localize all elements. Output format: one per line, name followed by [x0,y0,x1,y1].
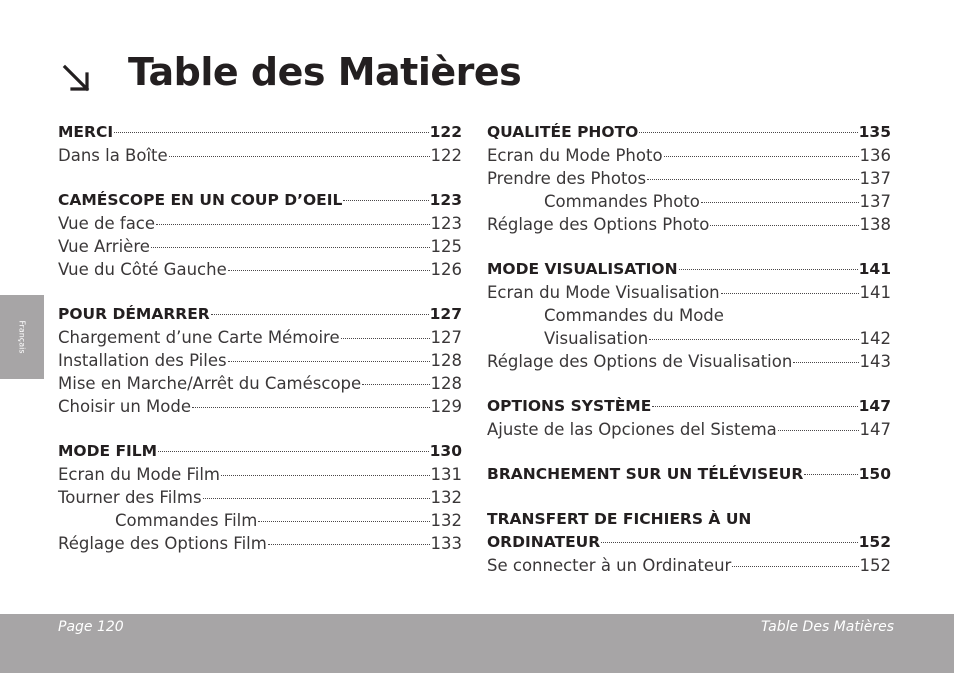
dot-leader [228,361,430,362]
toc-column-right [487,121,891,577]
toc-entry[interactable] [487,144,891,167]
toc-entry-label: Vue du Côté Gauche [58,260,227,279]
dot-leader [114,132,429,133]
toc-page-number: 142 [859,329,891,348]
toc-page-number: 147 [858,397,891,415]
section-name: Table Des Matières [761,619,894,635]
toc-page-number: 129 [430,397,462,416]
dot-leader [268,544,430,545]
toc-page-number: 123 [429,191,462,209]
dot-leader [211,314,429,315]
toc-page-number: 127 [429,305,462,323]
toc-entry[interactable] [487,281,891,304]
dot-leader [778,430,859,431]
toc-page-number: 128 [430,351,462,370]
toc-spacer [487,441,891,463]
toc-entry[interactable] [58,212,462,235]
dot-leader [343,200,428,201]
toc-entry[interactable] [58,372,462,395]
toc-entry-label: MODE FILM [58,442,158,460]
toc-heading[interactable] [58,440,462,463]
toc-page-number: 123 [430,214,462,233]
toc-entry[interactable] [58,326,462,349]
toc-column-left [58,121,462,555]
toc-page-number: 137 [859,169,891,188]
toc-entry-label: Vue Arrière [58,237,150,256]
page-footer [0,614,954,673]
toc-entry-label: Installation des Piles [58,351,227,370]
toc-page-number: 122 [429,123,462,141]
toc-spacer [487,486,891,508]
toc-entry-label: Tourner des Films [58,488,202,507]
dot-leader [169,156,430,157]
toc-heading[interactable] [487,463,891,486]
toc-spacer [58,167,462,189]
toc-spacer [58,418,462,440]
toc-entry-label: Réglage des Options Film [58,534,267,553]
toc-entry[interactable] [58,144,462,167]
toc-entry-label: Choisir un Mode [58,397,191,416]
toc-heading[interactable] [58,303,462,326]
dot-leader [192,407,430,408]
toc-page-number: 136 [859,146,891,165]
dot-leader [258,521,429,522]
dot-leader [652,406,857,407]
dot-leader [362,384,429,385]
toc-spacer [58,281,462,303]
toc-page-number: 135 [858,123,891,141]
toc-entry-label: Commandes Photo [544,192,700,211]
toc-page-number: 138 [859,215,891,234]
toc-entry[interactable] [487,554,891,577]
toc-entry-label: Visualisation [544,329,649,348]
toc-entry-label: Réglage des Options de Visualisation [487,352,793,371]
toc-entry-label: Commandes Film [115,511,258,530]
toc-page-number: 141 [858,260,891,278]
toc-page-number: 152 [859,556,891,575]
toc-entry-label: ORDINATEUR [487,533,601,551]
toc-entry[interactable] [58,532,462,555]
toc-entry[interactable] [487,350,891,373]
toc-entry[interactable] [58,349,462,372]
dot-leader [151,247,430,248]
dot-leader [804,474,857,475]
toc-entry[interactable] [58,258,462,281]
toc-entry-label: Se connecter à un Ordinateur [487,556,732,575]
toc-entry-label: QUALITÉE PHOTO [487,123,639,141]
dot-leader [203,498,430,499]
dot-leader [664,156,859,157]
dot-leader [679,269,858,270]
toc-entry-label: Mise en Marche/Arrêt du Caméscope [58,374,362,393]
toc-entry-label: MODE VISUALISATION [487,260,678,278]
toc-entry[interactable] [487,304,891,327]
toc-heading[interactable] [487,258,891,281]
toc-page-number: 150 [858,465,891,483]
dot-leader [341,338,430,339]
toc-entry[interactable] [487,167,891,190]
language-tab-label: Français [17,320,27,354]
dot-leader [721,293,859,294]
toc-entry-label: Ecran du Mode Photo [487,146,663,165]
toc-page-number: 152 [858,533,891,551]
toc-page-number: 133 [430,534,462,553]
toc-entry[interactable] [487,418,891,441]
dot-leader [793,362,858,363]
dot-leader [228,270,430,271]
toc-entry-label: CAMÉSCOPE EN UN COUP D’OEIL [58,191,343,209]
toc-heading[interactable] [58,189,462,212]
arrow-down-right-icon [60,62,94,96]
dot-leader [639,132,857,133]
dot-leader [601,542,857,543]
toc-entry[interactable] [58,486,462,509]
toc-page-number: 147 [859,420,891,439]
toc-page-number: 141 [859,283,891,302]
toc-page-number: 127 [430,328,462,347]
dot-leader [158,451,429,452]
toc-heading[interactable] [58,121,462,144]
dot-leader [649,339,858,340]
toc-entry[interactable] [487,190,891,213]
toc-entry-label: BRANCHEMENT SUR UN TÉLÉVISEUR [487,465,804,483]
dot-leader [647,179,858,180]
dot-leader [701,202,859,203]
toc-entry-label: OPTIONS SYSTÈME [487,397,652,415]
toc-entry[interactable] [487,327,891,350]
toc-entry-label: Ajuste de las Opciones del Sistema [487,420,777,439]
toc-spacer [487,236,891,258]
toc-entry-label: Dans la Boîte [58,146,168,165]
toc-page-number: 130 [429,442,462,460]
toc-entry[interactable] [58,235,462,258]
toc-entry-label: MERCI [58,123,114,141]
toc-entry-label: POUR DÉMARRER [58,305,210,323]
toc-entry-label: Ecran du Mode Film [58,465,221,484]
toc-entry-label: TRANSFERT DE FICHIERS À UN [487,510,752,528]
toc-page-number: 137 [859,192,891,211]
toc-page-number: 122 [430,146,462,165]
toc-page-number: 131 [430,465,462,484]
toc-page-number: 125 [430,237,462,256]
toc-entry[interactable] [58,395,462,418]
toc-heading[interactable] [487,508,891,531]
dot-leader [156,224,429,225]
toc-heading[interactable] [487,531,891,554]
toc-page-number: 128 [430,374,462,393]
toc-entry-label: Vue de face [58,214,156,233]
toc-spacer [487,373,891,395]
toc-entry-label: Réglage des Options Photo [487,215,710,234]
toc-page-number: 132 [430,511,462,530]
toc-entry[interactable] [58,463,462,486]
toc-entry[interactable] [487,213,891,236]
dot-leader [221,475,429,476]
toc-entry[interactable] [58,509,462,532]
toc-heading[interactable] [487,395,891,418]
language-tab [0,295,44,379]
toc-entry-label: Commandes du Mode [544,306,724,325]
page-title: Table des Matières [128,50,522,94]
toc-page-number: 126 [430,260,462,279]
toc-entry-label: Ecran du Mode Visualisation [487,283,720,302]
dot-leader [710,225,858,226]
toc-entry-label: Chargement d’une Carte Mémoire [58,328,340,347]
toc-heading[interactable] [487,121,891,144]
toc-entry-label: Prendre des Photos [487,169,647,188]
toc-page-number: 132 [430,488,462,507]
page-number: Page 120 [58,619,124,635]
dot-leader [732,566,858,567]
toc-page-number: 143 [859,352,891,371]
